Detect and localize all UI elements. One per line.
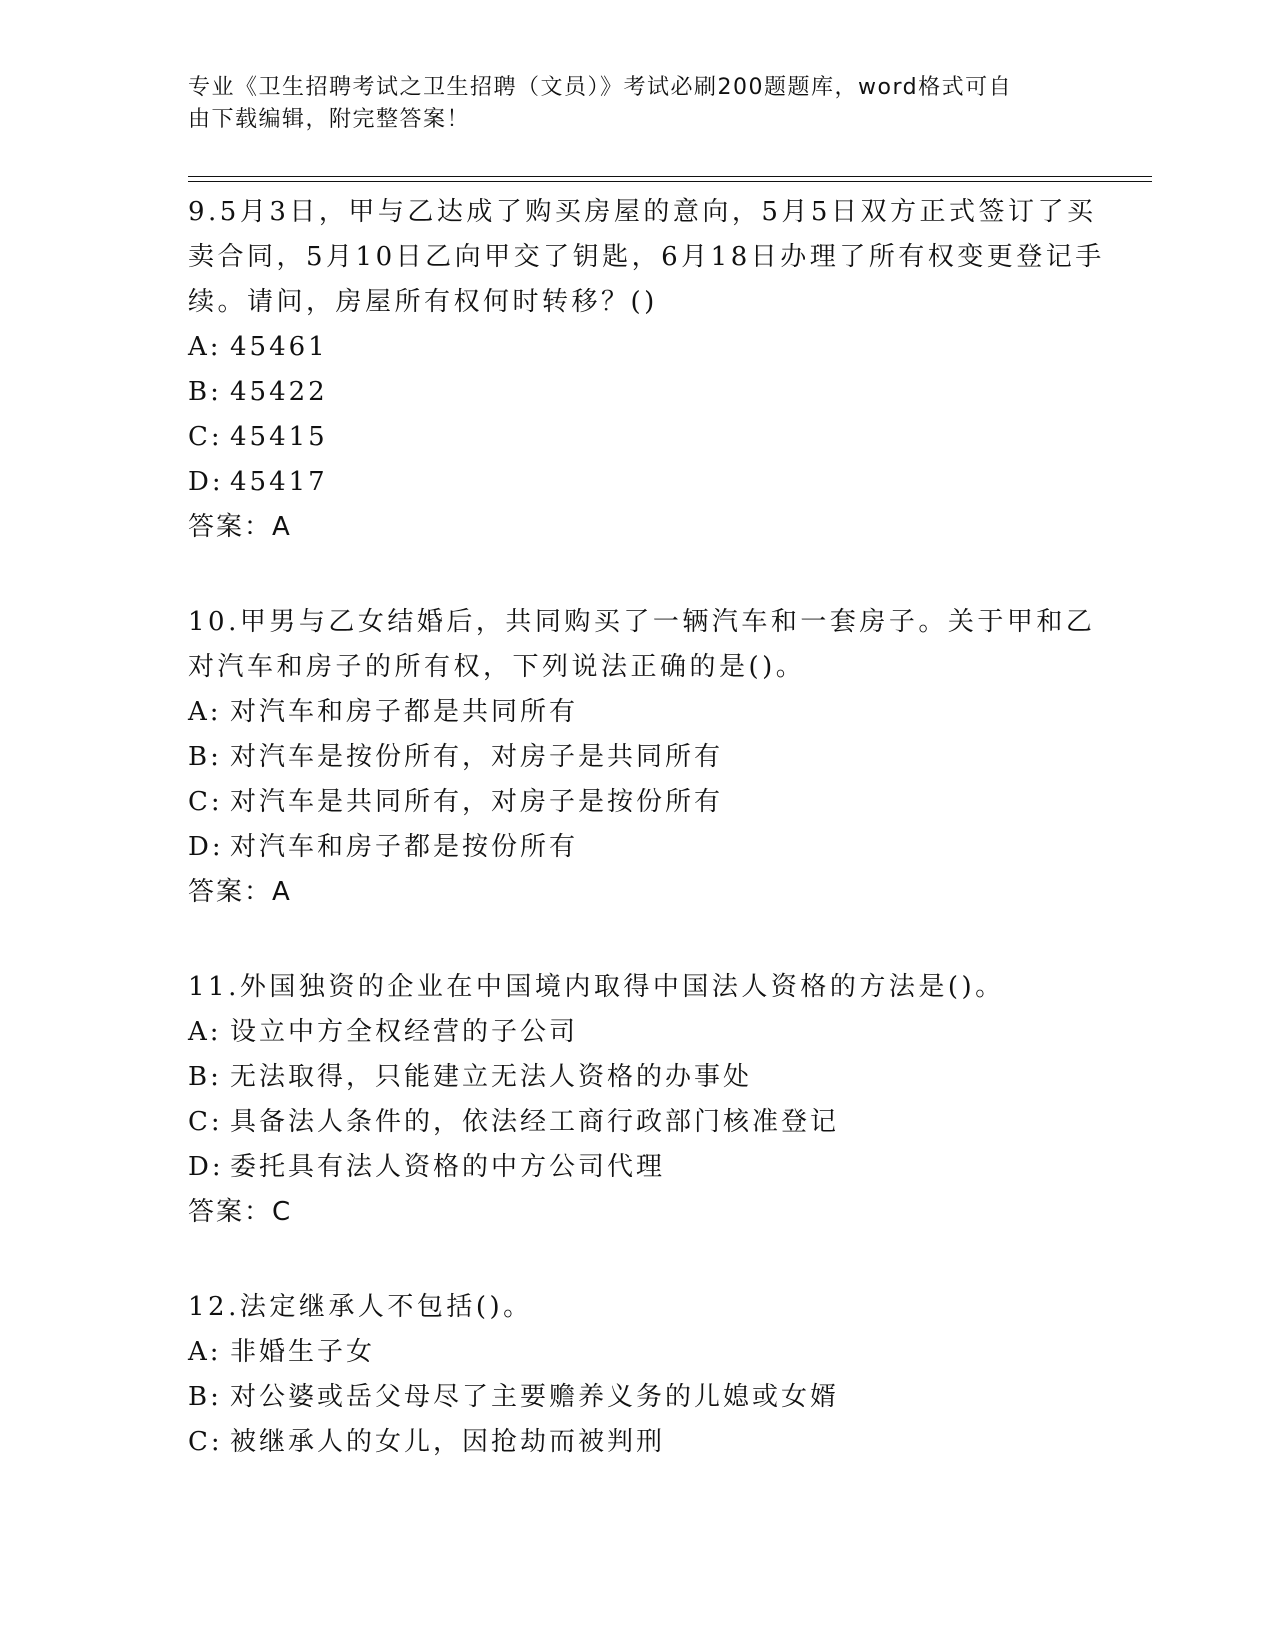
option-text: 设立中方全权经营的子公司 — [230, 1017, 579, 1047]
option-text: 对汽车和房子都是共同所有 — [230, 697, 579, 727]
option-a — [188, 1010, 1108, 1055]
header-line-1: 专业《卫生招聘考试之卫生招聘（文员）》考试必刷200题题库，word格式可自 — [188, 75, 1013, 100]
option-letter: B: — [188, 742, 222, 772]
option-text: 45415 — [230, 422, 328, 452]
option-letter: B: — [188, 377, 222, 407]
option-d — [188, 1145, 1108, 1190]
option-a — [188, 1330, 1108, 1375]
option-text: 无法取得，只能建立无法人资格的办事处 — [230, 1062, 753, 1092]
option-letter: D: — [188, 832, 224, 862]
option-letter: A: — [188, 332, 222, 362]
option-text: 45417 — [230, 467, 328, 497]
option-c — [188, 1420, 1108, 1465]
option-letter: A: — [188, 1337, 222, 1367]
question-text: 12.法定继承人不包括()。 — [188, 1292, 533, 1322]
option-letter: A: — [188, 1017, 222, 1047]
option-a — [188, 325, 1108, 370]
option-letter: C: — [188, 787, 223, 817]
answer-label: 答案：A — [188, 877, 292, 907]
option-text: 45461 — [230, 332, 328, 362]
option-letter: C: — [188, 1427, 223, 1457]
header-line-2: 由下载编辑，附完整答案！ — [188, 107, 471, 132]
option-letter: D: — [188, 1152, 224, 1182]
question-spacer — [188, 915, 1108, 963]
option-b — [188, 370, 1108, 415]
question-text: 11.外国独资的企业在中国境内取得中国法人资格的方法是()。 — [188, 972, 1005, 1002]
option-d — [188, 460, 1108, 505]
option-text: 具备法人条件的，依法经工商行政部门核准登记 — [230, 1107, 840, 1137]
option-letter: B: — [188, 1062, 222, 1092]
question-12 — [188, 1283, 1108, 1465]
question-text: 9.5月3日，甲与乙达成了购买房屋的意向，5月5日双方正式签订了买卖合同，5月10日乙向甲交了钥匙，6月18日办理了所有权变更登记手续。请问，房屋所有权何时转移？() — [188, 197, 1105, 317]
option-text: 对汽车和房子都是按份所有 — [230, 832, 579, 862]
option-text: 非婚生子女 — [230, 1337, 376, 1367]
option-a — [188, 690, 1108, 735]
question-spacer — [188, 1235, 1108, 1283]
question-spacer — [188, 550, 1108, 598]
option-text: 45422 — [230, 377, 328, 407]
question-text: 10.甲男与乙女结婚后，共同购买了一辆汽车和一套房子。关于甲和乙对汽车和房子的所有权，下列说法正确的是()。 — [188, 607, 1096, 682]
option-c — [188, 780, 1108, 825]
option-text: 对汽车是按份所有，对房子是共同所有 — [230, 742, 724, 772]
document-header — [188, 72, 1088, 136]
question-11 — [188, 963, 1108, 1235]
answer-label: 答案：C — [188, 1197, 293, 1227]
header-rule-top — [188, 176, 1152, 177]
option-text: 对公婆或岳父母尽了主要赡养义务的儿媳或女婿 — [230, 1382, 840, 1412]
question-9 — [188, 188, 1108, 550]
option-b — [188, 1375, 1108, 1420]
option-text: 委托具有法人资格的中方公司代理 — [230, 1152, 666, 1182]
option-letter: B: — [188, 1382, 222, 1412]
option-c — [188, 415, 1108, 460]
question-10 — [188, 598, 1108, 915]
answer-label: 答案：A — [188, 512, 292, 542]
option-letter: C: — [188, 422, 223, 452]
option-d — [188, 825, 1108, 870]
option-b — [188, 1055, 1108, 1100]
option-c — [188, 1100, 1108, 1145]
option-text: 被继承人的女儿，因抢劫而被判刑 — [230, 1427, 666, 1457]
option-letter: D: — [188, 467, 224, 497]
header-rule-bottom — [188, 181, 1152, 182]
option-letter: A: — [188, 697, 222, 727]
question-list — [188, 188, 1108, 1465]
option-b — [188, 735, 1108, 780]
option-text: 对汽车是共同所有，对房子是按份所有 — [230, 787, 724, 817]
option-letter: C: — [188, 1107, 223, 1137]
